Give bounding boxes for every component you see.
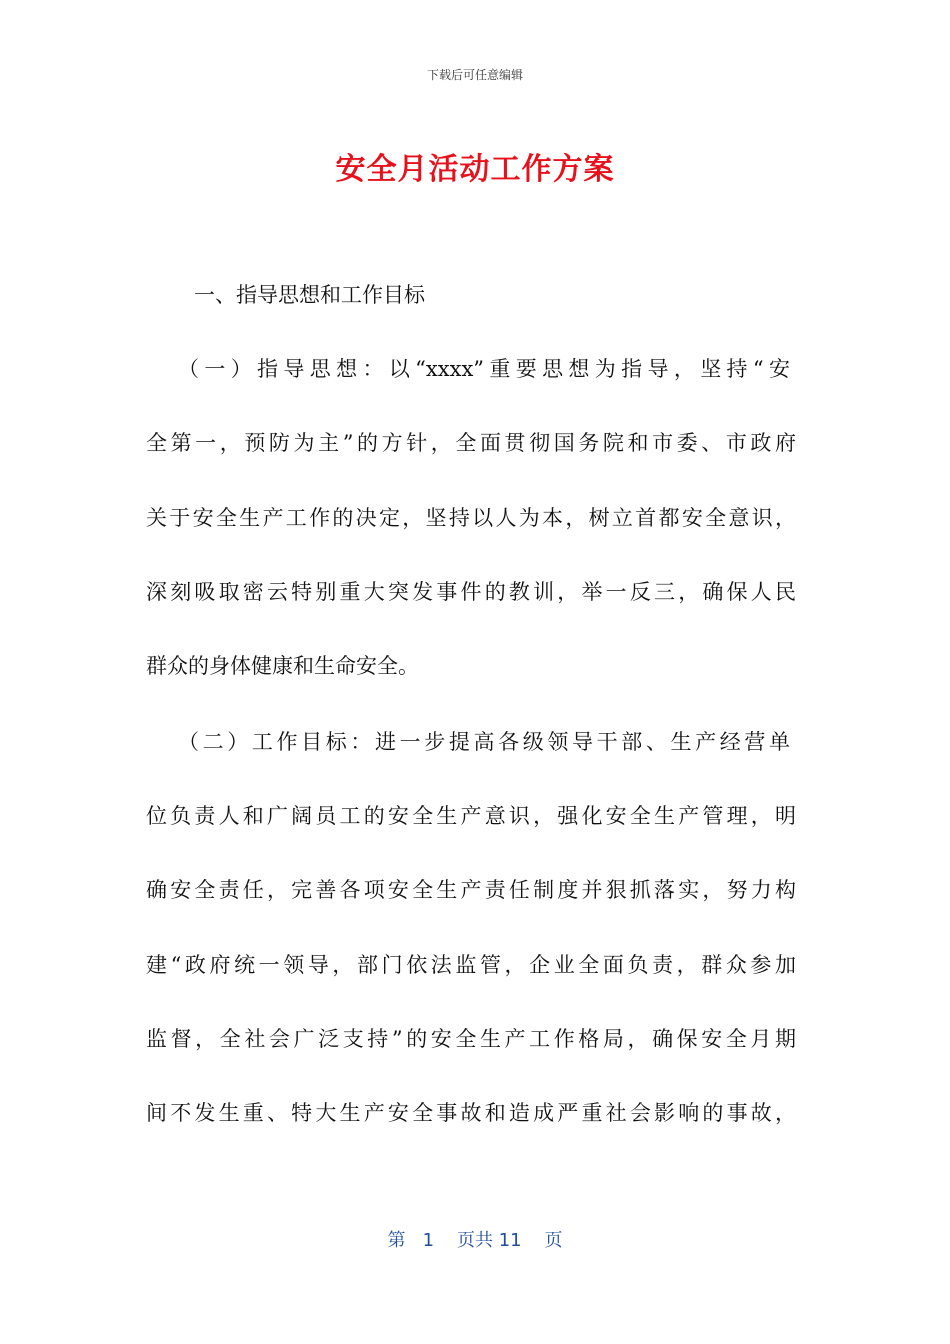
paragraph-line: （一）指导思想：以“xxxx”重要思想为指导，坚持“安 <box>178 357 790 381</box>
paragraph-line: 深刻吸取密云特别重大突发事件的教训，举一反三，确保人民 <box>146 580 796 604</box>
footer-total-pages: 11 <box>498 1230 522 1251</box>
paragraph-line: 监督，全社会广泛支持”的安全生产工作格局，确保安全月期 <box>146 1027 796 1051</box>
footer-suffix: 页 <box>544 1230 563 1251</box>
paragraph-line: 关于安全生产工作的决定，坚持以人为本，树立首都安全意识， <box>146 506 796 530</box>
header-note: 下载后可任意编辑 <box>426 68 523 82</box>
footer-page-number: 1 <box>422 1230 435 1251</box>
footer-prefix: 第 <box>387 1230 406 1251</box>
section-heading: 一、指导思想和工作目标 <box>194 283 425 307</box>
paragraph-line: 群众的身体健康和生命安全。 <box>146 654 419 678</box>
paragraph-line: 间不发生重、特大生产安全事故和造成严重社会影响的事故， <box>146 1101 796 1125</box>
paragraph-line: 位负责人和广阔员工的安全生产意识，强化安全生产管理，明 <box>146 804 796 828</box>
page-footer <box>0 1226 950 1252</box>
paragraph-line: 确安全责任，完善各项安全生产责任制度并狠抓落实，努力构 <box>146 878 796 902</box>
paragraph-line: 建“政府统一领导，部门依法监管，企业全面负责，群众参加 <box>146 953 796 977</box>
paragraph-line: （二）工作目标：进一步提高各级领导干部、生产经营单 <box>178 730 790 754</box>
paragraph-line: 全第一，预防为主”的方针，全面贯彻国务院和市委、市政府 <box>146 431 796 455</box>
footer-middle: 页共 <box>456 1230 493 1251</box>
document-title: 安全月活动工作方案 <box>335 152 615 187</box>
